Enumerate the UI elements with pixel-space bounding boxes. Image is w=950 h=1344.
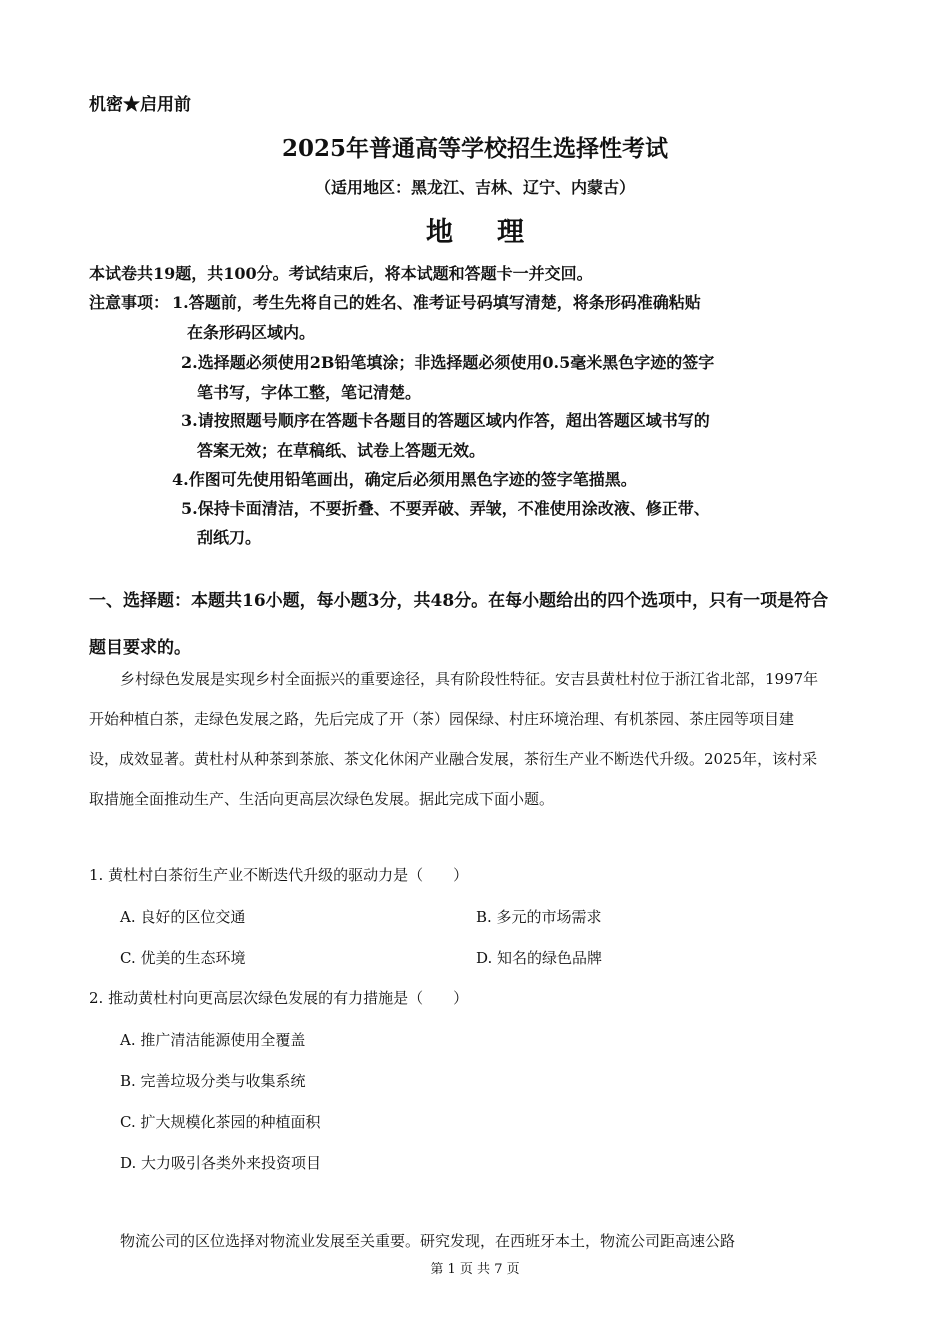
question-2-option-b[interactable]: B. 完善垃圾分类与收集系统 xyxy=(120,1072,306,1090)
question-2-option-d[interactable]: D. 大力吸引各类外来投资项目 xyxy=(120,1154,322,1172)
notice-item-4: 4.作图可先使用铅笔画出，确定后必须用黑色字迹的签字笔描黑。 xyxy=(172,470,637,489)
exam-title: 2025年普通高等学校招生选择性考试 xyxy=(281,135,668,162)
notice-item-1-cont: 在条形码区域内。 xyxy=(187,323,316,342)
notice-item-1: 1.答题前，考生先将自己的姓名、准考证号码填写清楚，将条形码准确粘贴 xyxy=(172,293,701,312)
subject-title: 地理 xyxy=(426,217,568,248)
question-1-stem: 1. 黄杜村白茶衍生产业不断迭代升级的驱动力是（ ） xyxy=(89,866,469,884)
question-1-option-c[interactable]: C. 优美的生态环境 xyxy=(120,949,246,967)
section-heading: 一、选择题：本题共16小题，每小题3分，共48分。在每小题给出的四个选项中，只有一项是符合题目要求的。 xyxy=(89,591,829,658)
question-2-option-a[interactable]: A. 推广清洁能源使用全覆盖 xyxy=(120,1031,306,1049)
exam-intro: 本试卷共19题，共100分。考试结束后，将本试题和答题卡一并交回。 xyxy=(89,264,593,283)
question-1-option-b[interactable]: B. 多元的市场需求 xyxy=(476,908,602,926)
question-2-option-c[interactable]: C. 扩大规模化茶园的种植面积 xyxy=(120,1113,321,1131)
question-1-option-d[interactable]: D. 知名的绿色品牌 xyxy=(476,949,603,967)
passage-1: 乡村绿色发展是实现乡村全面振兴的重要途径，具有阶段性特征。安吉县黄杜村位于浙江省北部，1997年开始种植白茶，走绿色发展之路，先后完成了开（茶）园保绿、村庄环境治理、有机茶园、茶庄园等项目建设，成效显著。黄杜村从种茶到茶旅、茶文化休闲产业融合发展，茶衍生产业不断迭代升级。2025年，该村采取措施全面推动生产、生活向更高层次绿色发展。据此完成下面小题。 xyxy=(89,670,819,808)
applicable-region: （适用地区：黑龙江、吉林、辽宁、内蒙古） xyxy=(314,178,635,197)
notice-item-2-cont: 笔书写，字体工整，笔记清楚。 xyxy=(197,383,422,402)
notice-item-2: 2.选择题必须使用2B铅笔填涂；非选择题必须使用0.5毫米黑色字迹的签字 xyxy=(181,353,715,372)
notice-label: 注意事项： xyxy=(89,293,170,312)
notice-item-3-cont: 答案无效；在草稿纸、试卷上答题无效。 xyxy=(197,441,486,460)
question-1-option-a[interactable]: A. 良好的区位交通 xyxy=(120,908,246,926)
passage-2-start: 物流公司的区位选择对物流业发展至关重要。研究发现，在西班牙本土，物流公司距高速公路 xyxy=(120,1232,736,1250)
page-footer: 第 1 页 共 7 页 xyxy=(430,1262,520,1277)
question-2-stem: 2. 推动黄杜村向更高层次绿色发展的有力措施是（ ） xyxy=(89,989,469,1007)
notice-item-3: 3.请按照题号顺序在答题卡各题目的答题区域内作答，超出答题区域书写的 xyxy=(181,411,710,430)
confidential-label: 机密★启用前 xyxy=(89,95,191,115)
notice-item-5-cont: 刮纸刀。 xyxy=(197,528,262,547)
notice-item-5: 5.保持卡面清洁，不要折叠、不要弄破、弄皱，不准使用涂改液、修正带、 xyxy=(181,499,710,518)
